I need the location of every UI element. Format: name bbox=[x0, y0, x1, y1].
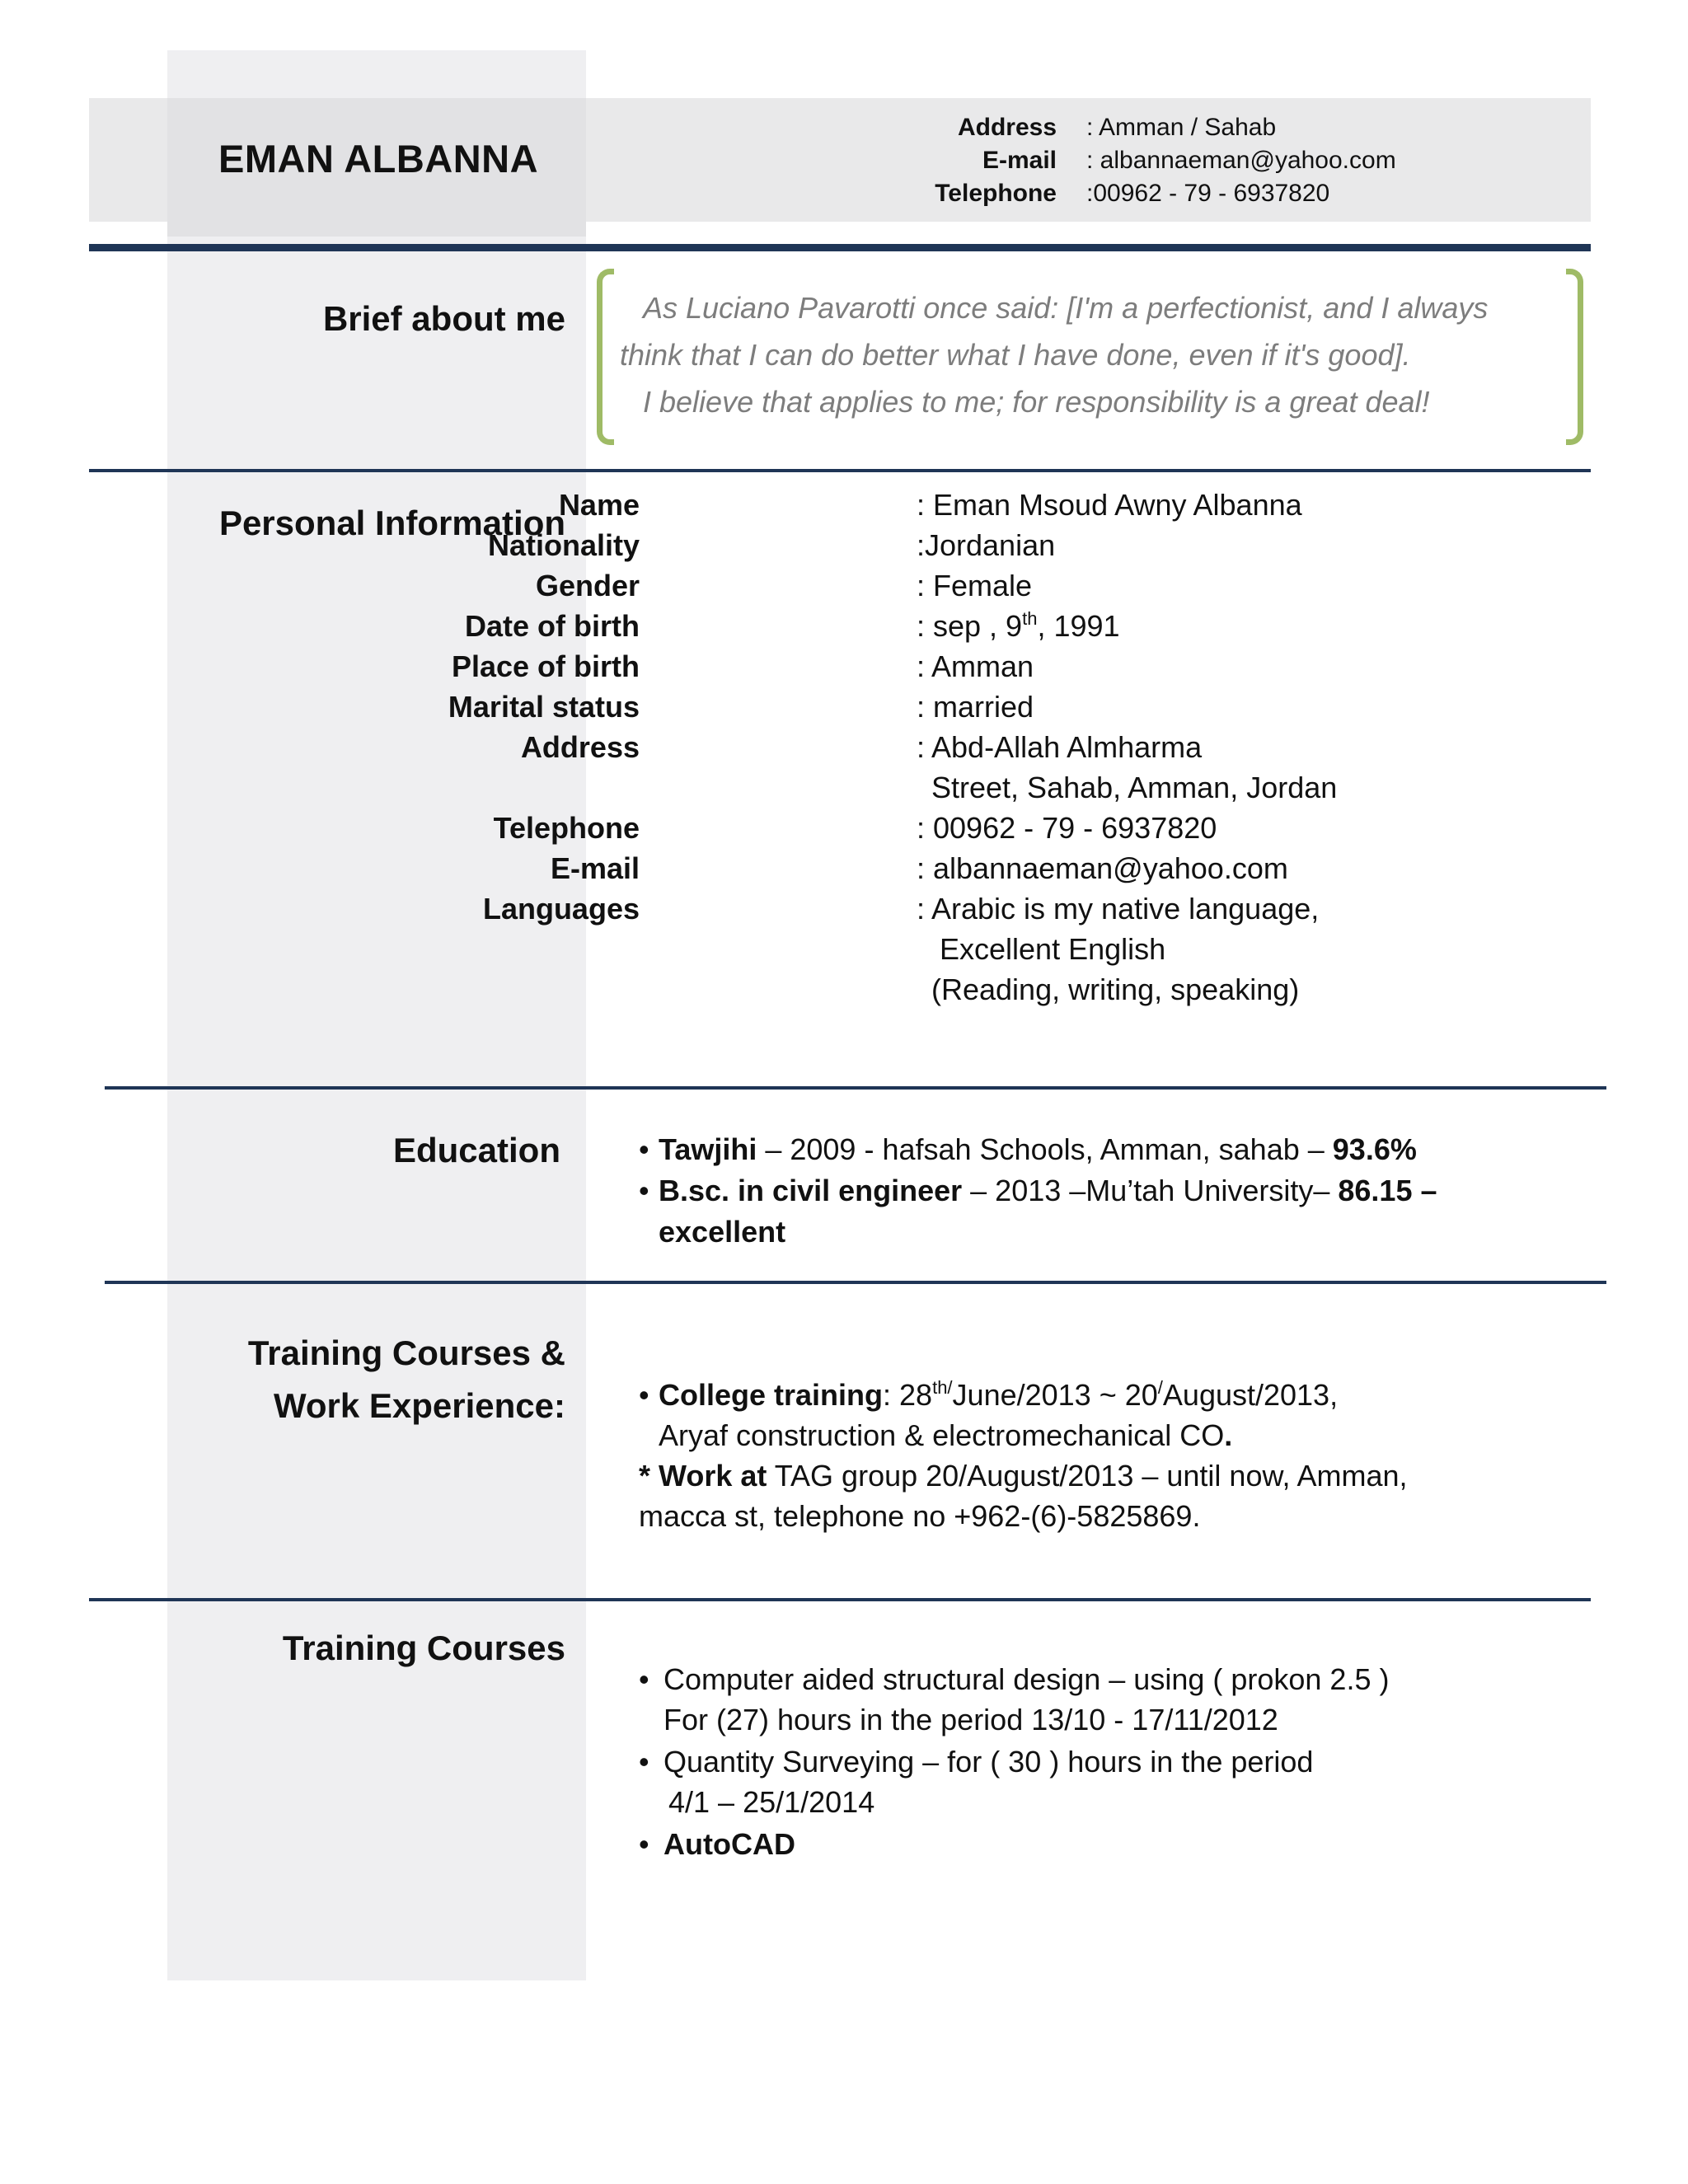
course-item: • Computer aided structural design – using ( prokon 2.5 ) bbox=[639, 1659, 1389, 1699]
pi-telephone bbox=[493, 808, 1607, 848]
contact-value: :00962 - 79 - 6937820 bbox=[1086, 180, 1330, 207]
contact-value: : albannaeman@yahoo.com bbox=[1086, 147, 1396, 174]
quote-bracket-right bbox=[1566, 269, 1583, 445]
candidate-name: EMAN ALBANNA bbox=[218, 137, 539, 180]
pi-address-line2 bbox=[577, 767, 1607, 808]
quote-line: think that I can do better what I have done, even if it's good]. bbox=[620, 338, 1411, 372]
education-title: Education bbox=[392, 1131, 560, 1169]
work-college-training: • College training: $28^{th/}June/2013$ ~ 20/August/2013, bbox=[639, 1375, 1338, 1415]
work-title-line2: Work Experience: bbox=[273, 1386, 565, 1425]
pi-value: : 00962 - 79 - 6937820 bbox=[917, 811, 1217, 845]
bullet-icon: • bbox=[639, 1827, 649, 1861]
bullet-icon: • bbox=[639, 1132, 649, 1166]
pi-label: Gender bbox=[535, 569, 640, 602]
course-item: • AutoCAD bbox=[639, 1824, 795, 1864]
pi-date-of-birth bbox=[465, 606, 1607, 646]
pi-label: Languages bbox=[482, 892, 640, 926]
brief-title: Brief about me bbox=[322, 299, 565, 338]
pi-value: (Reading, writing, speaking) bbox=[931, 972, 1300, 1006]
personal-title: Personal Information bbox=[218, 504, 565, 542]
pi-languages-line3 bbox=[577, 969, 1607, 1010]
contact-label: Telephone bbox=[935, 180, 1057, 207]
pi-email bbox=[550, 848, 1607, 888]
work-title-line1: Training Courses & bbox=[247, 1333, 565, 1372]
pi-address bbox=[520, 727, 1607, 767]
pi-value: : Amman bbox=[917, 649, 1034, 683]
pi-value: : married bbox=[917, 690, 1034, 724]
contact-address bbox=[865, 114, 1607, 147]
pi-nationality bbox=[487, 525, 1607, 565]
quote-bracket-left bbox=[597, 269, 614, 445]
course-item-detail: 4/1 – 25/1/2014 bbox=[668, 1785, 875, 1819]
pi-label: Marital status bbox=[448, 690, 640, 724]
pi-value: : sep , 9th, 1991 bbox=[917, 608, 1120, 643]
section-divider bbox=[89, 1598, 1591, 1601]
work-college-company: Aryaf construction & electromechanical CO. bbox=[659, 1418, 1233, 1452]
bullet-icon: • bbox=[639, 1174, 649, 1207]
bullet-icon: • bbox=[639, 1378, 649, 1412]
contact-email bbox=[865, 147, 1607, 180]
pi-gender bbox=[535, 565, 1607, 606]
quote-line: As Luciano Pavarotti once said: [I'm a perfectionist, and I always bbox=[643, 291, 1489, 325]
work-experience: * Work at TAG group 20/August/2013 – until now, Amman, bbox=[639, 1459, 1408, 1493]
contact-label: E-mail bbox=[982, 147, 1057, 174]
pi-label: Name bbox=[558, 488, 640, 522]
pi-value: : Eman Msoud Awny Albanna bbox=[917, 488, 1302, 522]
bullet-icon: • bbox=[639, 1662, 649, 1696]
course-item: • Quantity Surveying – for ( 30 ) hours in the period bbox=[639, 1741, 1313, 1782]
work-experience-line2: macca st, telephone no +962-(6)-5825869. bbox=[639, 1499, 1201, 1533]
education-item: • Tawjihi – 2009 - hafsah Schools, Amman, sahab – 93.6% bbox=[639, 1129, 1417, 1169]
section-divider bbox=[89, 469, 1591, 472]
pi-name bbox=[558, 485, 1607, 525]
pi-label: Nationality bbox=[487, 528, 640, 562]
courses-title: Training Courses bbox=[282, 1629, 565, 1667]
bullet-icon: • bbox=[639, 1745, 649, 1779]
quote-line: I believe that applies to me; for responsibility is a great deal! bbox=[643, 385, 1430, 419]
pi-value: : albannaeman@yahoo.com bbox=[917, 851, 1288, 885]
pi-value: Street, Sahab, Amman, Jordan bbox=[931, 771, 1338, 804]
contact-telephone bbox=[865, 180, 1607, 213]
pi-value: : Abd-Allah Almharma bbox=[917, 730, 1203, 764]
course-item-detail: For (27) hours in the period 13/10 - 17/11/2012 bbox=[663, 1703, 1278, 1736]
pi-label: Address bbox=[520, 730, 640, 764]
contact-label: Address bbox=[957, 114, 1057, 141]
pi-place-of-birth bbox=[451, 646, 1607, 687]
pi-marital-status bbox=[448, 687, 1607, 727]
pi-label: E-mail bbox=[550, 851, 640, 885]
section-divider bbox=[105, 1086, 1606, 1090]
education-item-continuation: excellent bbox=[659, 1215, 786, 1249]
education-item: • B.sc. in civil engineer – 2013 –Mu’tah University– 86.15 – bbox=[639, 1170, 1437, 1211]
contact-value: : Amman / Sahab bbox=[1086, 114, 1277, 141]
pi-value: : Female bbox=[917, 569, 1033, 602]
brief-quote bbox=[620, 284, 1518, 425]
pi-label: Place of birth bbox=[451, 649, 640, 683]
pi-value: : Arabic is my native language, bbox=[917, 892, 1320, 926]
pi-label: Date of birth bbox=[465, 609, 640, 643]
header-divider bbox=[89, 244, 1591, 251]
section-divider bbox=[105, 1281, 1606, 1284]
pi-value: :Jordanian bbox=[917, 528, 1056, 562]
pi-languages-line2 bbox=[577, 929, 1607, 969]
pi-languages bbox=[482, 888, 1607, 929]
pi-label: Telephone bbox=[493, 811, 640, 845]
pi-value: Excellent English bbox=[940, 932, 1166, 966]
